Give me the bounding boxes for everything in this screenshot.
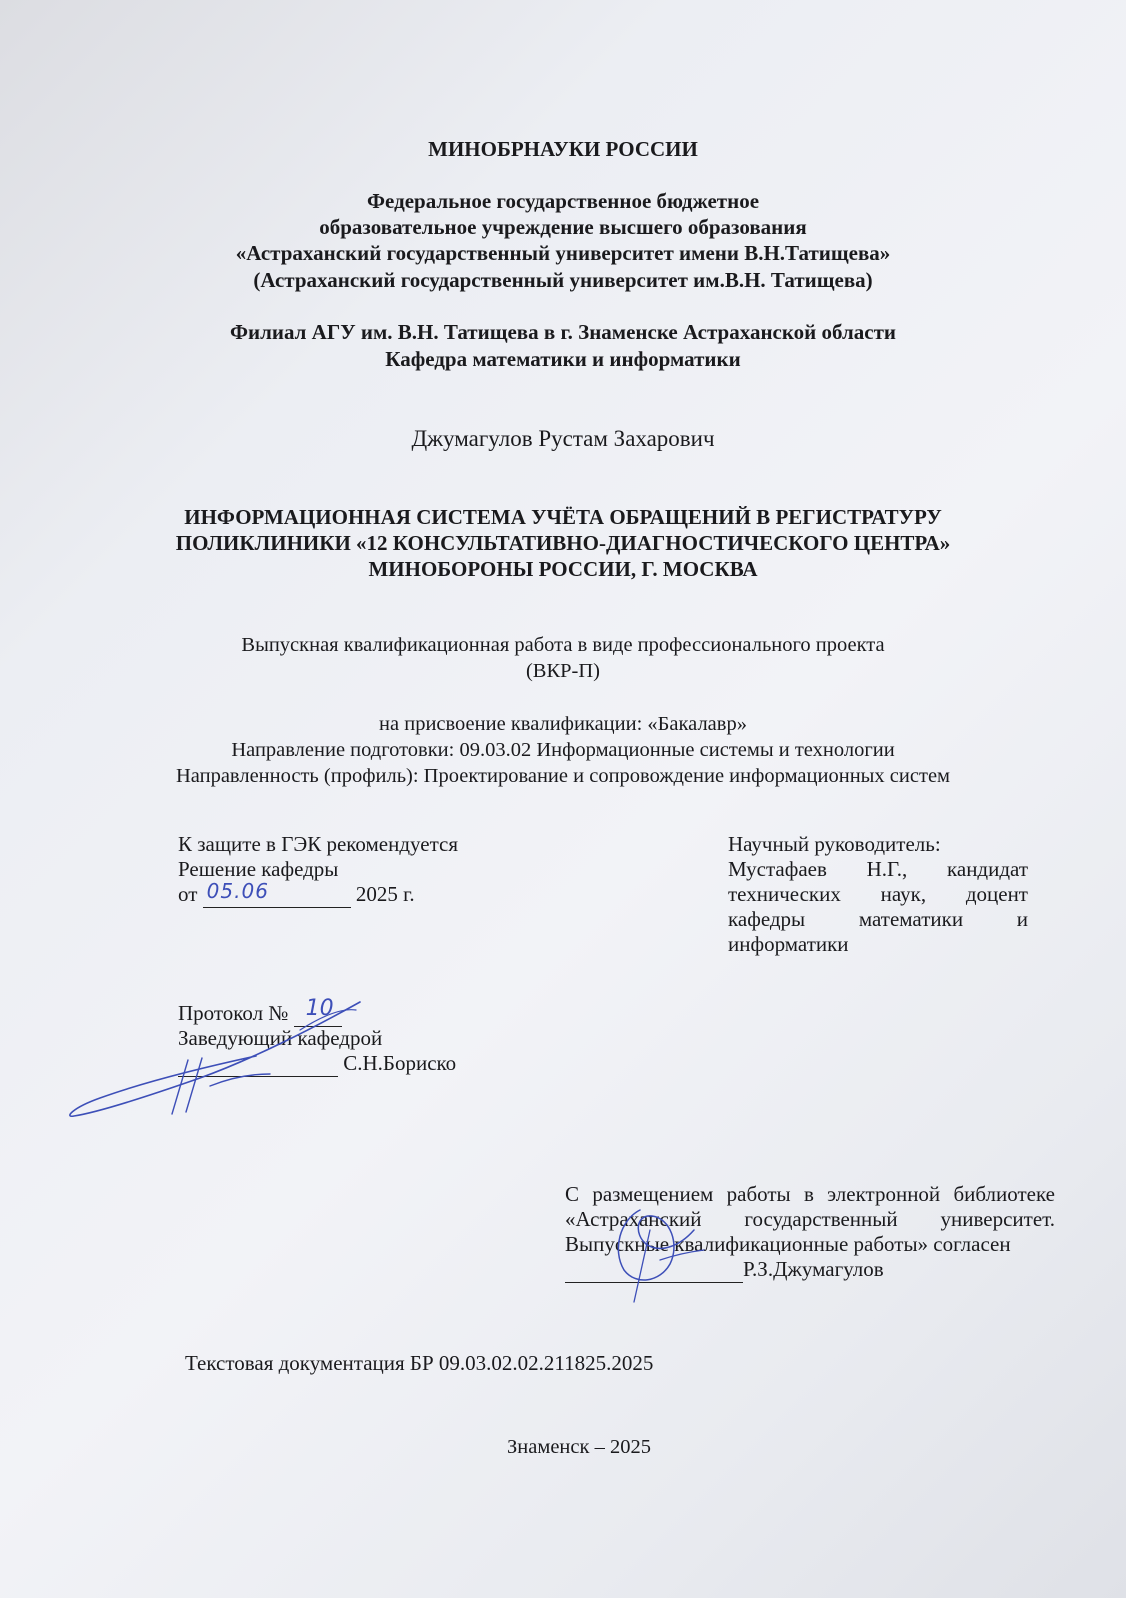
consent-word: электронной [827,1182,941,1206]
qualification: на присвоение квалификации: «Бакалавр» [379,713,747,735]
consent-line-3: Выпускные квалификационные работы» согласен [565,1232,1011,1256]
consent-word: государственный [744,1207,898,1231]
date-field [203,879,351,908]
supervisor-line-3 [728,907,1028,932]
title-line-3: МИНОБОРОНЫ РОССИИ, Г. МОСКВА [368,557,758,581]
direction: Направление подготовки: 09.03.02 Информационные системы и технологии [231,739,895,761]
defense-date-line [178,879,415,908]
supervisor-word: кафедры [728,907,806,931]
defense-recommend: К защите в ГЭК рекомендуется [178,832,459,856]
author-name: Джумагулов Рустам Захарович [411,426,715,451]
consent-word: университет. [940,1207,1055,1231]
author-signature-mark [600,1190,720,1310]
consent-word: в [803,1182,814,1206]
org-line-1: Федеральное государственное бюджетное [366,189,760,213]
supervisor-word: доцент [965,882,1028,906]
consent-word: работы [726,1182,791,1206]
ministry-name: МИНОБРНАУКИ РОССИИ [428,137,698,161]
protocol-label: Протокол № [178,1001,289,1025]
head-label: Заведующий кафедрой [178,1026,383,1050]
supervisor-line-2 [728,882,1028,907]
consent-word: библиотеке [953,1182,1055,1206]
supervisor-label: Научный руководитель: [728,832,941,856]
org-line-2: образовательное учреждение высшего образования [319,215,807,239]
date-handwritten: 05.06 [206,879,269,903]
consent-name: Р.З.Джумагулов [743,1257,884,1281]
supervisor-word: кандидат [946,857,1028,881]
protocol-handwritten: 10 [305,996,334,1021]
date-prefix: от [178,882,198,906]
org-line-3: «Астраханский государственный университет имени В.Н.Татищева» [235,241,891,265]
supervisor-word: математики [858,907,964,931]
consent-word: С [565,1182,580,1206]
supervisor-word: Мустафаев [728,857,827,881]
document-code: Текстовая документация БР 09.03.02.02.211825.2025 [185,1351,654,1375]
date-suffix: 2025 г. [355,882,415,906]
supervisor-word: и [1016,907,1029,931]
work-type-line-2: (ВКР-П) [525,660,601,682]
consent-word: размещением [592,1182,714,1206]
org-line-4: (Астраханский государственный университет им.В.Н. Татищева) [253,268,873,292]
title-line-1: ИНФОРМАЦИОННАЯ СИСТЕМА УЧЁТА ОБРАЩЕНИЙ В РЕГИСТРАТУРУ [184,505,942,529]
consent-word: «Астраханский [565,1207,702,1231]
supervisor-word: Н.Г., [866,857,908,881]
supervisor-word: технических [728,882,841,906]
supervisor-line-1 [728,857,1028,882]
title-line-2: ПОЛИКЛИНИКИ «12 КОНСУЛЬТАТИВНО-ДИАГНОСТИЧЕСКОГО ЦЕНТРА» [175,531,951,555]
supervisor-word: наук, [880,882,927,906]
work-type-line-1: Выпускная квалификационная работа в виде профессионального проекта [241,634,885,656]
department-name: Кафедра математики и информатики [385,347,741,371]
defense-decision: Решение кафедры [178,857,339,881]
supervisor-line-4: информатики [728,932,849,956]
branch-name: Филиал АГУ им. В.Н. Татищева в г. Знаменске Астраханской области [229,320,897,344]
head-signature-mark [60,990,383,1130]
city-year: Знаменск – 2025 [507,1436,651,1458]
profile: Направленность (профиль): Проектирование и сопровождение информационных систем [175,765,951,787]
head-name: С.Н.Бориско [343,1051,457,1075]
